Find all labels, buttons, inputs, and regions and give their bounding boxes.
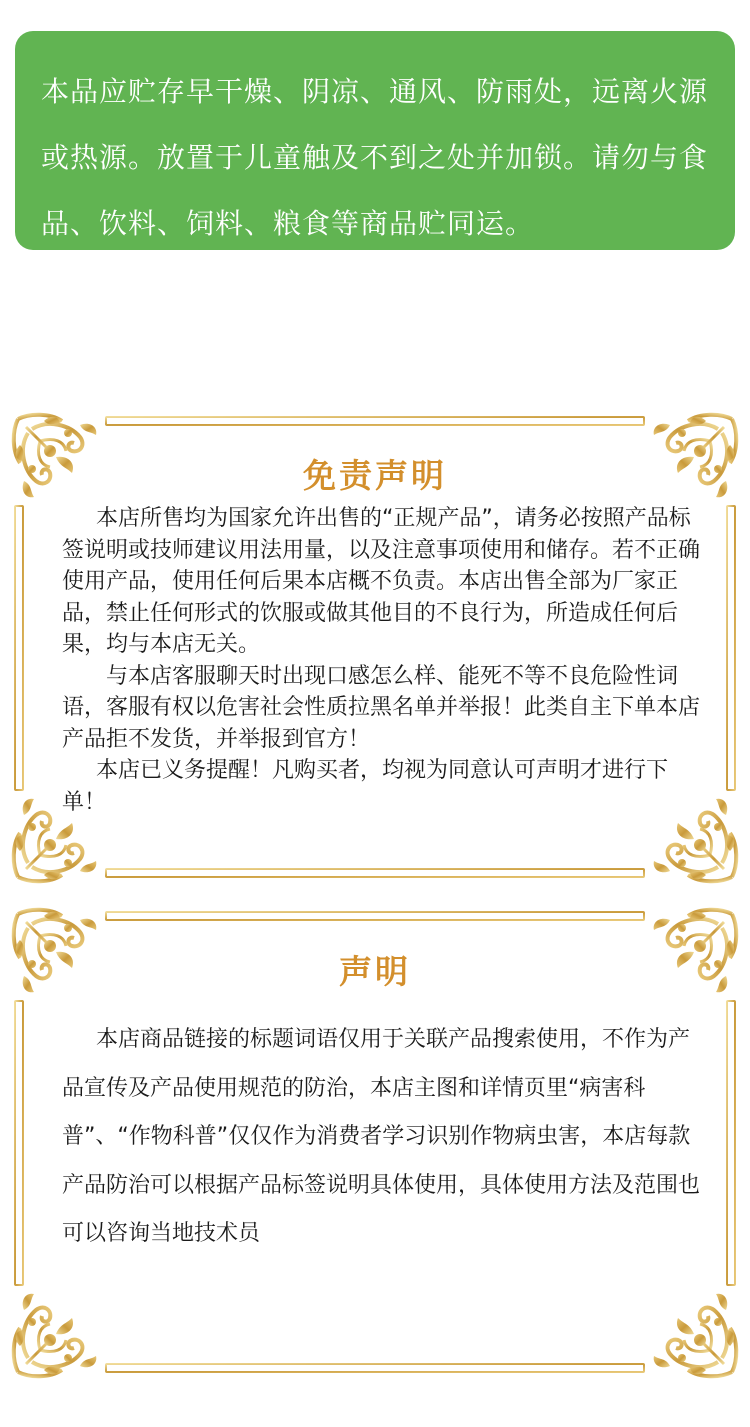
disclaimer-paragraph: 本店所售均为国家允许出售的“正规产品”，请务必按照产品标签说明或技师建议用法用量，以及注意事项使用和储存。若不正确使用产品，使用任何后果本店概不负责。本店出售全部为厂家正品，禁止任何形式的饮服或做其他目的不良行为，所造成任何后果，均与本店无关。: [62, 506, 701, 657]
statement-body: [62, 1016, 702, 1259]
disclaimer-section: [0, 403, 750, 893]
disclaimer-body: [62, 503, 702, 818]
statement-section: [0, 898, 750, 1388]
disclaimer-paragraph: 与本店客服聊天时出现口感怎么样、能死不等不良危险性词语，客服有权以危害社会性质拉黑名单并举报！此类自主下单本店产品拒不发货，并举报到官方！: [62, 663, 701, 752]
disclaimer-paragraph: 本店已义务提醒！凡购买者，均视为同意认可声明才进行下单！: [62, 758, 669, 815]
storage-notice-text: 本品应贮存早干燥、阴凉、通风、防雨处，远离火源或热源。放置于儿童触及不到之处并加锁。请勿与食品、饮料、饲料、粮食等商品贮同运。: [41, 75, 709, 240]
storage-notice-panel: [15, 31, 735, 250]
statement-title: 声明: [339, 952, 411, 991]
statement-paragraph: 本店商品链接的标题词语仅用于关联产品搜索使用，不作为产品宣传及产品使用规范的防治，本店主图和详情页里“病害科普”、“作物科普”仅仅作为消费者学习识别作物病虫害，本店每款产品防治可以根据产品标签说明具体使用，具体使用方法及范围也可以咨询当地技术员: [62, 1027, 701, 1246]
disclaimer-title: 免责声明: [303, 456, 447, 495]
